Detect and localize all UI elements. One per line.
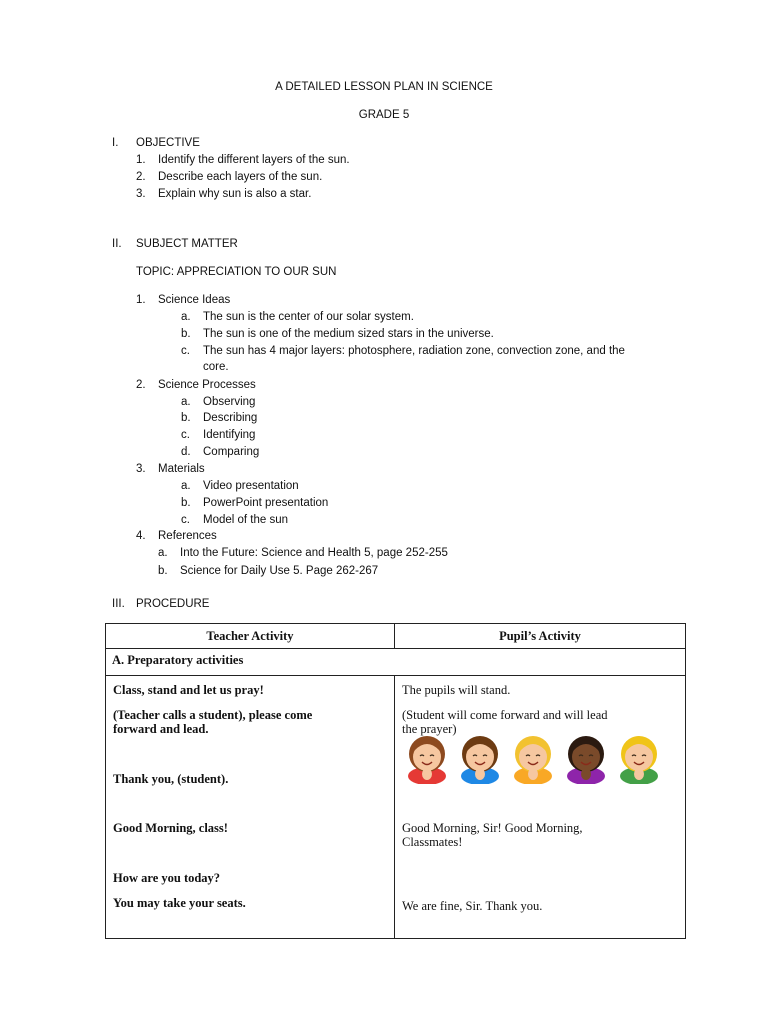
material-letter-b: b. <box>181 497 191 509</box>
process-letter-c: c. <box>181 429 190 441</box>
pupil-activity-header: Pupil’s Activity <box>395 624 686 649</box>
science-idea-a: The sun is the center of our solar system. <box>203 311 414 323</box>
teacher-line-2: (Teacher calls a student), please come <box>113 708 313 722</box>
material-b: PowerPoint presentation <box>203 497 329 509</box>
reference-letter-a: a. <box>158 547 168 559</box>
science-idea-c-continued: core. <box>203 361 229 373</box>
materials-num: 3. <box>136 463 146 475</box>
materials-label: Materials <box>158 463 205 475</box>
topic-line: TOPIC: APPRECIATION TO OUR SUN <box>136 266 337 278</box>
objective-item-1: Identify the different layers of the sun. <box>158 154 350 166</box>
pupil-activity-cell <box>395 676 686 939</box>
objective-heading: OBJECTIVE <box>136 137 200 149</box>
kid-figure <box>461 736 499 784</box>
teacher-line-6: How are you today? <box>113 871 221 885</box>
teacher-activity-cell <box>106 676 395 939</box>
document-title: A DETAILED LESSON PLAN IN SCIENCE <box>275 81 493 93</box>
science-idea-c: The sun has 4 major layers: photosphere, radiation zone, convection zone, and the <box>203 345 625 357</box>
process-letter-d: d. <box>181 446 191 458</box>
science-idea-letter-b: b. <box>181 328 191 340</box>
science-processes-label: Science Processes <box>158 379 256 391</box>
teacher-line-4: Thank you, (student). <box>113 772 229 786</box>
section-row <box>106 649 686 676</box>
process-b: Describing <box>203 412 258 424</box>
science-ideas-label: Science Ideas <box>158 294 231 306</box>
objective-numeral: I. <box>112 137 119 149</box>
pupil-line-5: Classmates! <box>402 835 463 849</box>
kid-figure <box>514 736 552 784</box>
material-letter-c: c. <box>181 514 190 526</box>
table-row <box>106 676 686 939</box>
procedure-heading: PROCEDURE <box>136 598 210 610</box>
reference-letter-b: b. <box>158 565 168 577</box>
procedure-table <box>105 623 686 939</box>
pupil-line-4: Good Morning, Sir! Good Morning, <box>402 821 583 835</box>
preparatory-activities-label: A. Preparatory activities <box>106 649 686 676</box>
process-a: Observing <box>203 396 256 408</box>
kid-figure <box>408 736 446 784</box>
objective-num-3: 3. <box>136 188 146 200</box>
science-ideas-num: 1. <box>136 294 146 306</box>
references-label: References <box>158 530 217 542</box>
references-num: 4. <box>136 530 146 542</box>
table-header-row <box>106 624 686 649</box>
teacher-line-1: Class, stand and let us pray! <box>113 683 264 697</box>
process-d: Comparing <box>203 446 260 458</box>
pupil-line-1: The pupils will stand. <box>402 683 511 697</box>
science-idea-letter-c: c. <box>181 345 190 357</box>
material-letter-a: a. <box>181 480 191 492</box>
objective-item-3: Explain why sun is also a star. <box>158 188 312 200</box>
teacher-line-7: You may take your seats. <box>113 896 246 910</box>
procedure-numeral: III. <box>112 598 125 610</box>
pupil-line-2: (Student will come forward and will lead <box>402 708 608 722</box>
process-letter-b: b. <box>181 412 191 424</box>
subject-matter-numeral: II. <box>112 238 122 250</box>
teacher-line-3: forward and lead. <box>113 722 209 736</box>
subject-matter-heading: SUBJECT MATTER <box>136 238 238 250</box>
process-letter-a: a. <box>181 396 191 408</box>
pupil-line-6: We are fine, Sir. Thank you. <box>402 899 543 913</box>
objective-num-1: 1. <box>136 154 146 166</box>
process-c: Identifying <box>203 429 256 441</box>
objective-num-2: 2. <box>136 171 146 183</box>
objective-item-2: Describe each layers of the sun. <box>158 171 323 183</box>
reference-a: Into the Future: Science and Health 5, page 252-255 <box>180 547 448 559</box>
pupil-line-3: the prayer) <box>402 722 457 736</box>
kid-figure <box>567 736 605 784</box>
science-idea-b: The sun is one of the medium sized stars in the universe. <box>203 328 494 340</box>
science-idea-letter-a: a. <box>181 311 191 323</box>
teacher-activity-header: Teacher Activity <box>106 624 395 649</box>
praying-kids-illustration <box>401 732 671 784</box>
science-processes-num: 2. <box>136 379 146 391</box>
kid-figure <box>620 736 658 784</box>
grade-label: GRADE 5 <box>358 109 410 121</box>
teacher-line-5: Good Morning, class! <box>113 821 228 835</box>
material-c: Model of the sun <box>203 514 289 526</box>
material-a: Video presentation <box>203 480 299 492</box>
reference-b: Science for Daily Use 5. Page 262-267 <box>180 565 379 577</box>
